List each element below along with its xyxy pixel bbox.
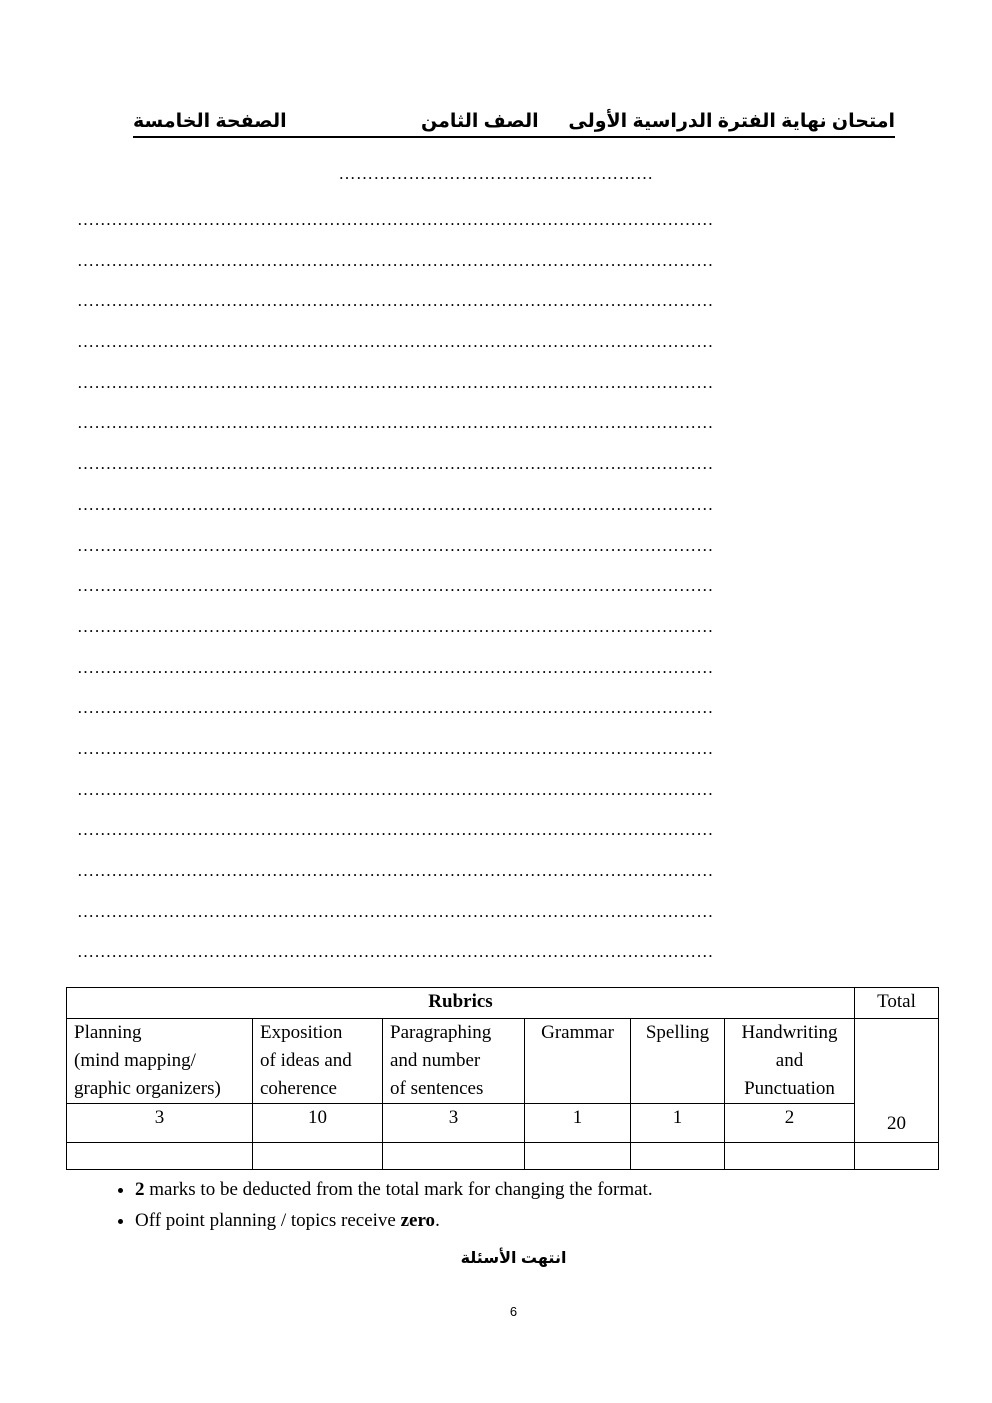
marks-handwriting: 2 xyxy=(725,1104,855,1143)
writing-line[interactable]: ………………………………………………………………………………………………… xyxy=(77,942,714,962)
note-format-deduction: • 2 marks to be deducted from the total mark for changing the format. xyxy=(135,1174,653,1205)
score-cell-planning[interactable] xyxy=(67,1143,253,1170)
criterion-paragraphing: Paragraphing and number of sentences xyxy=(383,1019,525,1104)
writing-line[interactable]: ………………………………………………………………………………………………… xyxy=(77,576,714,596)
writing-line[interactable]: ………………………………………………………………………………………………… xyxy=(77,901,714,921)
writing-line[interactable]: ………………………………………………………………………………………………… xyxy=(77,332,714,352)
writing-line[interactable]: ………………………………………………………………………………………………… xyxy=(77,250,714,270)
writing-line[interactable]: ………………………………………………………………………………………………… xyxy=(77,494,714,514)
end-of-questions: انتهت الأسئلة xyxy=(460,1250,567,1267)
rubrics-title: Rubrics xyxy=(67,988,855,1019)
note-off-point: • Off point planning / topics receive zero. xyxy=(135,1205,653,1236)
marks-spelling: 1 xyxy=(631,1104,725,1143)
criterion-spelling: Spelling xyxy=(631,1019,725,1104)
writing-line[interactable]: ………………………………………………………………………………………………… xyxy=(77,372,714,392)
writing-line[interactable]: ………………………………………………………………………………………………… xyxy=(77,779,714,799)
writing-line[interactable]: ………………………………………………………………………………………………… xyxy=(77,820,714,840)
title-blank: ……………………………………………… xyxy=(338,164,654,183)
writing-line[interactable]: ………………………………………………………………………………………………… xyxy=(77,291,714,311)
writing-line[interactable]: ………………………………………………………………………………………………… xyxy=(77,616,714,636)
score-cell-total[interactable] xyxy=(855,1143,939,1170)
writing-line[interactable]: ………………………………………………………………………………………………… xyxy=(77,657,714,677)
writing-line[interactable]: ………………………………………………………………………………………………… xyxy=(77,698,714,718)
score-cell-exposition[interactable] xyxy=(253,1143,383,1170)
page-label: الصفحة الخامسة xyxy=(133,111,287,132)
score-cell-spelling[interactable] xyxy=(631,1143,725,1170)
score-cell-grammar[interactable] xyxy=(525,1143,631,1170)
criterion-handwriting: Handwriting and Punctuation xyxy=(725,1019,855,1104)
writing-line[interactable]: ………………………………………………………………………………………………… xyxy=(77,210,714,229)
exam-header xyxy=(133,108,895,138)
writing-line[interactable]: ………………………………………………………………………………………………… xyxy=(77,861,714,880)
criterion-grammar: Grammar xyxy=(525,1019,631,1104)
writing-line[interactable]: ………………………………………………………………………………………………… xyxy=(77,454,714,474)
marking-notes xyxy=(105,1174,653,1236)
writing-line[interactable]: ………………………………………………………………………………………………… xyxy=(77,738,714,758)
writing-line[interactable]: ………………………………………………………………………………………………… xyxy=(77,535,714,555)
marks-exposition: 10 xyxy=(253,1104,383,1143)
grade-label: الصف الثامن xyxy=(421,111,539,132)
writing-area xyxy=(77,210,937,983)
rubrics-table xyxy=(66,987,939,1170)
marks-grammar: 1 xyxy=(525,1104,631,1143)
page-number: 6 xyxy=(509,1304,518,1319)
score-cell-paragraphing[interactable] xyxy=(383,1143,525,1170)
writing-line[interactable]: ………………………………………………………………………………………………… xyxy=(77,413,714,433)
score-cell-handwriting[interactable] xyxy=(725,1143,855,1170)
exam-title: امتحان نهاية الفترة الدراسية الأولى xyxy=(568,111,895,132)
marks-paragraphing: 3 xyxy=(383,1104,525,1143)
total-value: 20 xyxy=(855,1019,939,1143)
marks-planning: 3 xyxy=(67,1104,253,1143)
criterion-exposition: Exposition of ideas and coherence xyxy=(253,1019,383,1104)
criterion-planning: Planning (mind mapping/ graphic organizers) xyxy=(67,1019,253,1104)
total-label: Total xyxy=(855,988,939,1019)
